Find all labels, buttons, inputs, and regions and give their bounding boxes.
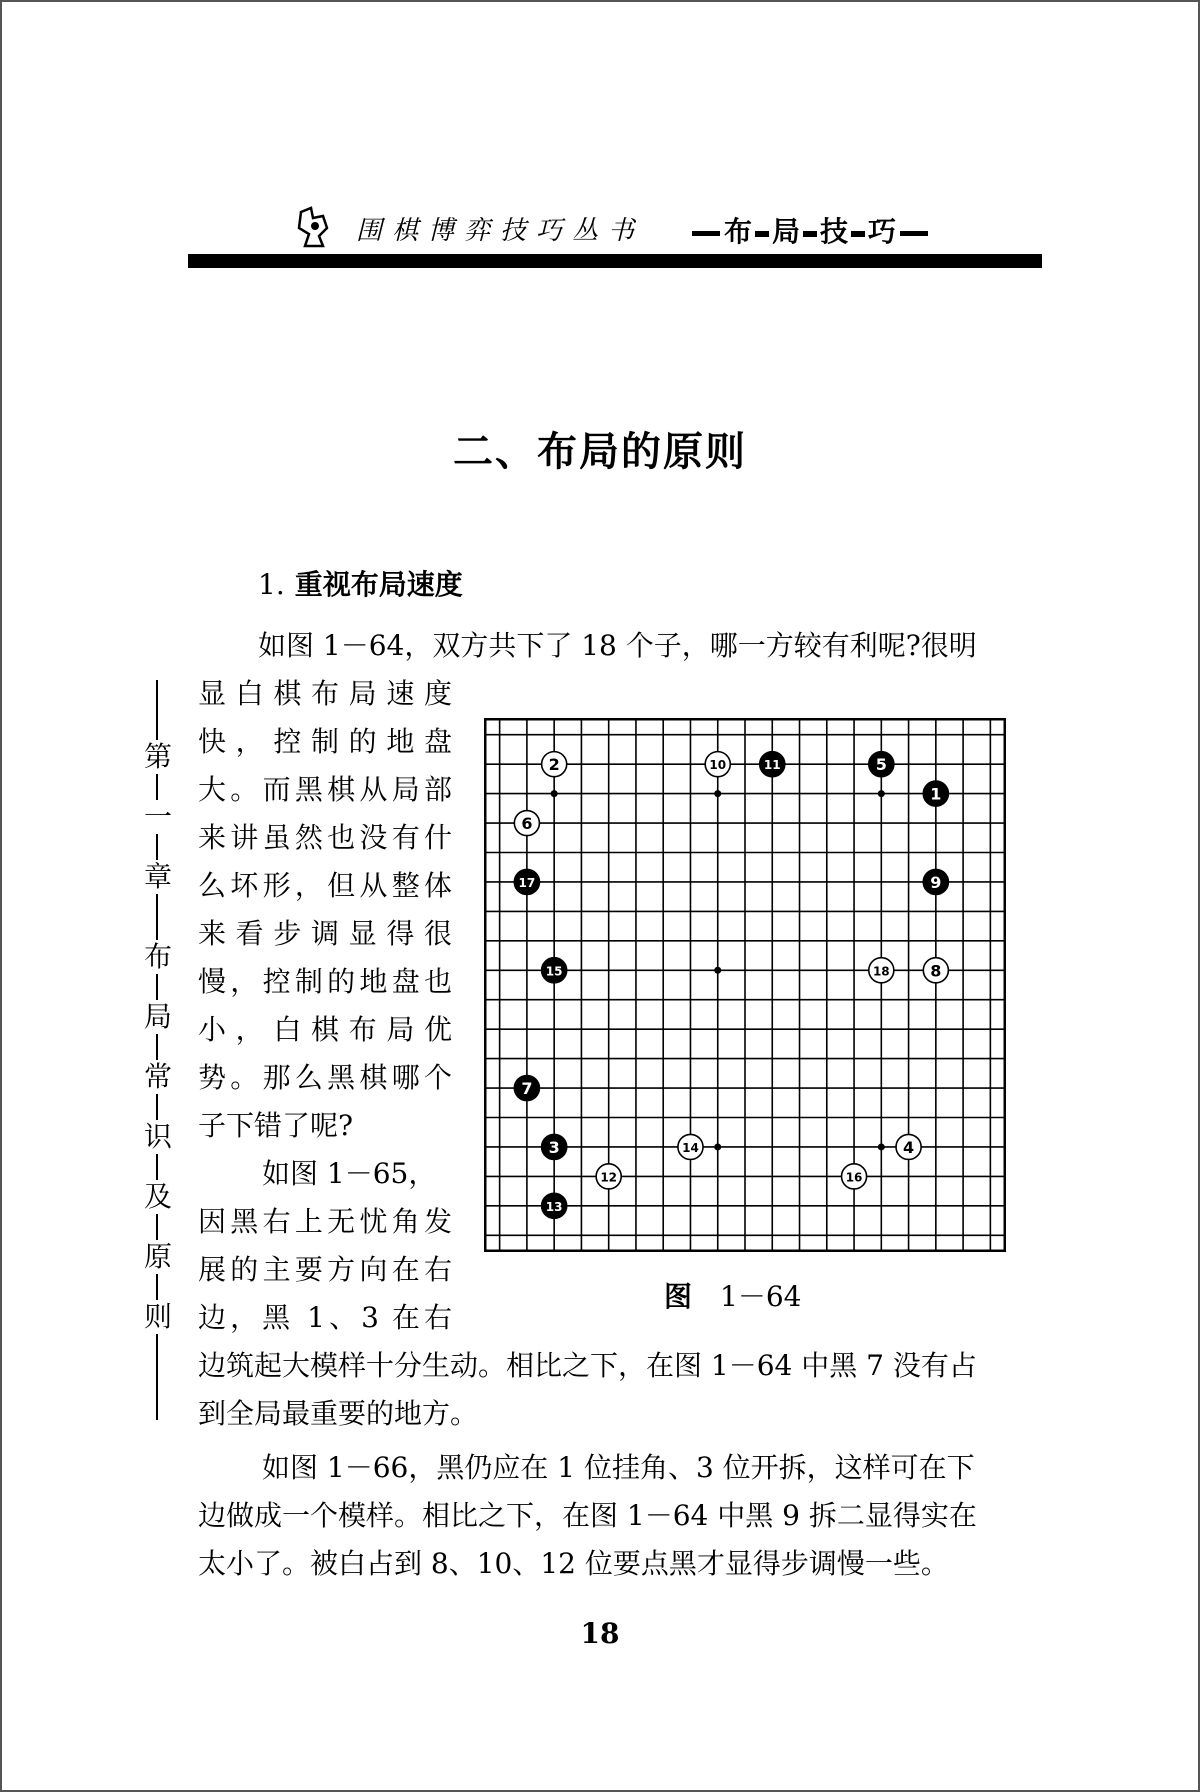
full-line: 到全局最重要的地方。 xyxy=(198,1397,479,1430)
stone-number: 14 xyxy=(682,1140,699,1155)
narrow-line: 来看步调显得很 xyxy=(198,917,452,950)
stone-number: 7 xyxy=(521,1079,533,1099)
stone-black-17 xyxy=(514,869,539,894)
stone-number: 10 xyxy=(709,758,727,773)
chapter-side-marker xyxy=(140,680,176,1420)
stone-number: 5 xyxy=(875,755,887,775)
stone-white-14 xyxy=(678,1134,703,1159)
running-header xyxy=(188,206,1042,256)
stone-black-5 xyxy=(869,752,894,777)
stone-number: 15 xyxy=(545,964,563,979)
stone-number: 17 xyxy=(518,875,536,890)
side-marker-char: 原 xyxy=(140,1240,176,1274)
star-point xyxy=(714,967,721,974)
series-title: 围棋博弈技巧丛书 xyxy=(356,216,645,246)
side-marker-char: 一 xyxy=(140,800,176,834)
side-marker-char: 及 xyxy=(140,1180,176,1214)
narrow-line: 大。而黑棋从局部 xyxy=(198,773,452,806)
figure-caption xyxy=(664,1275,801,1315)
book-title: 布 局 技 巧 xyxy=(688,210,932,250)
section-title: 重视布局速度 xyxy=(294,568,463,601)
section-number: 1. xyxy=(258,568,285,601)
stone-black-9 xyxy=(923,869,948,894)
narrow-line: 显白棋布局速度 xyxy=(198,677,452,710)
star-point xyxy=(714,790,721,797)
stone-number: 8 xyxy=(930,961,942,981)
stone-white-16 xyxy=(842,1164,867,1189)
go-player-logo-icon xyxy=(293,206,337,250)
stone-white-4 xyxy=(896,1134,921,1159)
star-point xyxy=(878,1143,885,1150)
stone-number: 18 xyxy=(872,964,890,979)
stone-white-8 xyxy=(923,958,948,983)
full-line: 边筑起大模样十分生动。相比之下，在图 1－64 中黑 7 没有占 xyxy=(198,1349,977,1382)
paragraph-3-line: 太小了。被白占到 8、10、12 位要点黑才显得步调慢一些。 xyxy=(198,1547,949,1580)
narrow-line: 快，控制的地盘 xyxy=(198,725,452,758)
narrow-line: 子下错了呢? xyxy=(198,1109,354,1142)
section-heading xyxy=(258,563,463,603)
stone-number: 1 xyxy=(930,784,942,804)
stone-black-15 xyxy=(542,958,567,983)
stone-white-12 xyxy=(596,1164,621,1189)
star-point xyxy=(714,1143,721,1150)
stone-black-1 xyxy=(923,781,948,806)
stone-number: 6 xyxy=(521,814,533,834)
stone-number: 2 xyxy=(548,755,560,775)
side-marker-char: 识 xyxy=(140,1120,176,1154)
side-marker-char: 第 xyxy=(140,740,176,774)
narrow-line: 因黑右上无忧角发 xyxy=(198,1205,452,1238)
stone-number: 11 xyxy=(763,758,781,773)
side-marker-char: 章 xyxy=(140,860,176,894)
narrow-line: 边，黑 1、3 在右 xyxy=(198,1301,452,1334)
stone-white-2 xyxy=(542,752,567,777)
paragraph-1-line-1: 如图 1－64，双方共下了 18 个子，哪一方较有利呢?很明 xyxy=(258,629,977,662)
paragraph-3-line: 边做成一个模样。相比之下，在图 1－64 中黑 9 拆二显得实在 xyxy=(198,1499,977,1532)
figure-caption-number: 1－64 xyxy=(720,1280,802,1313)
stone-black-3 xyxy=(542,1134,567,1159)
side-marker-char: 局 xyxy=(140,1000,176,1034)
stone-white-10 xyxy=(705,752,730,777)
star-point xyxy=(551,790,558,797)
narrow-line: 小，白棋布局优 xyxy=(198,1013,452,1046)
stone-black-13 xyxy=(542,1193,567,1218)
side-marker-char: 常 xyxy=(140,1060,176,1094)
chapter-title: 二、布局的原则 xyxy=(453,428,747,475)
paragraph-3-line: 如图 1－66，黑仍应在 1 位挂角、3 位开拆，这样可在下 xyxy=(262,1451,975,1484)
narrow-line: 如图 1－65， xyxy=(262,1157,437,1190)
stone-black-11 xyxy=(760,752,785,777)
stone-number: 9 xyxy=(930,872,942,892)
narrow-line: 么坏形，但从整体 xyxy=(198,869,452,902)
stone-white-6 xyxy=(514,811,539,836)
page-number: 18 xyxy=(580,1617,620,1650)
narrow-line: 势。那么黑棋哪个 xyxy=(198,1061,452,1094)
side-marker-char: 则 xyxy=(140,1300,176,1334)
header-rule xyxy=(188,254,1042,268)
stone-number: 16 xyxy=(845,1170,863,1185)
stone-number: 3 xyxy=(548,1137,560,1157)
side-marker-char: 布 xyxy=(140,940,176,974)
star-point xyxy=(878,790,885,797)
narrow-line: 展的主要方向在右 xyxy=(198,1253,452,1286)
narrow-line: 慢，控制的地盘也 xyxy=(198,965,452,998)
go-board-diagram xyxy=(484,718,1006,1252)
stone-number: 12 xyxy=(600,1170,618,1185)
stone-number: 13 xyxy=(545,1199,563,1214)
narrow-line: 来讲虽然也没有什 xyxy=(198,821,452,854)
stone-white-18 xyxy=(869,958,894,983)
stone-black-7 xyxy=(514,1076,539,1101)
figure-caption-label: 图 xyxy=(664,1280,693,1313)
stone-number: 4 xyxy=(903,1137,915,1157)
